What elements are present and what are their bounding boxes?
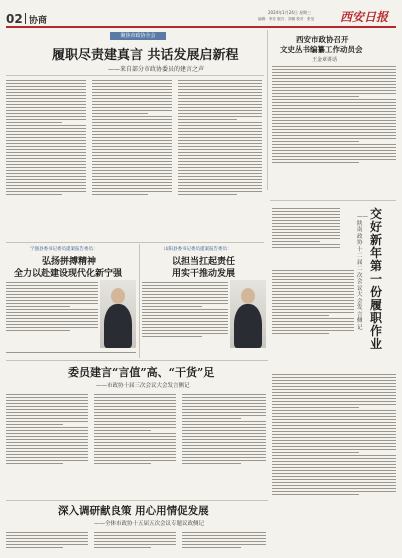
- body-column: [272, 206, 340, 266]
- page-separator: [25, 13, 26, 24]
- top-right-headline-2: 文史丛书编纂工作动员会: [280, 45, 363, 54]
- body-column: [182, 392, 266, 500]
- middle-center-headline-2: 用实干推动发展: [172, 269, 236, 279]
- middle-center-kicker: 山阳县委书记委员提案报告委员：: [164, 247, 232, 252]
- divider: [6, 75, 264, 76]
- body-column: [6, 392, 88, 500]
- divider: [6, 242, 264, 243]
- body-column: [182, 530, 266, 556]
- page-number: 02: [6, 12, 23, 26]
- divider: [6, 500, 268, 501]
- body-column: [6, 350, 136, 358]
- body-column: [6, 530, 88, 556]
- middle-left-headline-2: 全力以赴建设现代化新宁强: [14, 269, 123, 279]
- lower-subheadline: ——市政协十届三次会议大会发言侧记: [96, 383, 190, 389]
- newspaper-logo: 西安日报: [340, 10, 389, 24]
- divider: [6, 360, 268, 361]
- body-column: [94, 392, 176, 500]
- date-line: 2024年1月24日 星期三: [268, 10, 312, 15]
- body-column: [6, 280, 98, 350]
- bottom-subheadline: ——全体市政协十五届五次会议专题议政侧记: [94, 521, 205, 527]
- middle-left-headline-1: 弘扬拼搏精神: [42, 257, 97, 267]
- delegate-photo: [100, 280, 136, 348]
- kicker-tag: 聚焦市政协全会: [110, 32, 166, 40]
- vertical-title: 交好新年第一份履职作业: [370, 207, 383, 351]
- column-divider: [139, 244, 140, 358]
- middle-left-kicker: 宁强县委书记委员提案报告委员：: [30, 247, 98, 252]
- divider: [270, 200, 396, 201]
- masthead-rule: [6, 26, 396, 28]
- bottom-headline: 深入调研献良策 用心用情促发展: [58, 505, 209, 517]
- body-column: [272, 372, 396, 552]
- body-column: [178, 78, 262, 238]
- top-left-subheadline: ——来自部分市政协委员的建言之声: [108, 66, 205, 73]
- body-column: [94, 530, 176, 556]
- body-column: [92, 78, 172, 238]
- top-right-subline: 王金章讲话: [312, 57, 338, 63]
- delegate-photo: [230, 280, 266, 348]
- vertical-subtitle: ——陕南政协十二届二次会议大会发言侧记: [357, 214, 368, 331]
- middle-center-headline-1: 以担当扛起责任: [172, 257, 236, 267]
- editor-line: 编辑：李芳 版式：刘娜 校对：张莹: [258, 17, 315, 21]
- body-column: [142, 280, 228, 358]
- column-divider: [267, 30, 268, 190]
- body-column: [6, 78, 86, 238]
- section-label: 协商: [29, 16, 48, 26]
- portrait-body: [234, 304, 262, 348]
- portrait-body: [104, 304, 132, 348]
- top-right-headline-1: 西安市政协召开: [296, 35, 349, 44]
- body-column: [272, 268, 354, 368]
- top-left-headline: 履职尽责建真言 共话发展启新程: [52, 48, 239, 63]
- body-column: [272, 64, 396, 199]
- portrait-head: [241, 288, 255, 304]
- lower-headline: 委员建言“言值”高、“干货”足: [68, 366, 215, 379]
- portrait-head: [111, 288, 125, 304]
